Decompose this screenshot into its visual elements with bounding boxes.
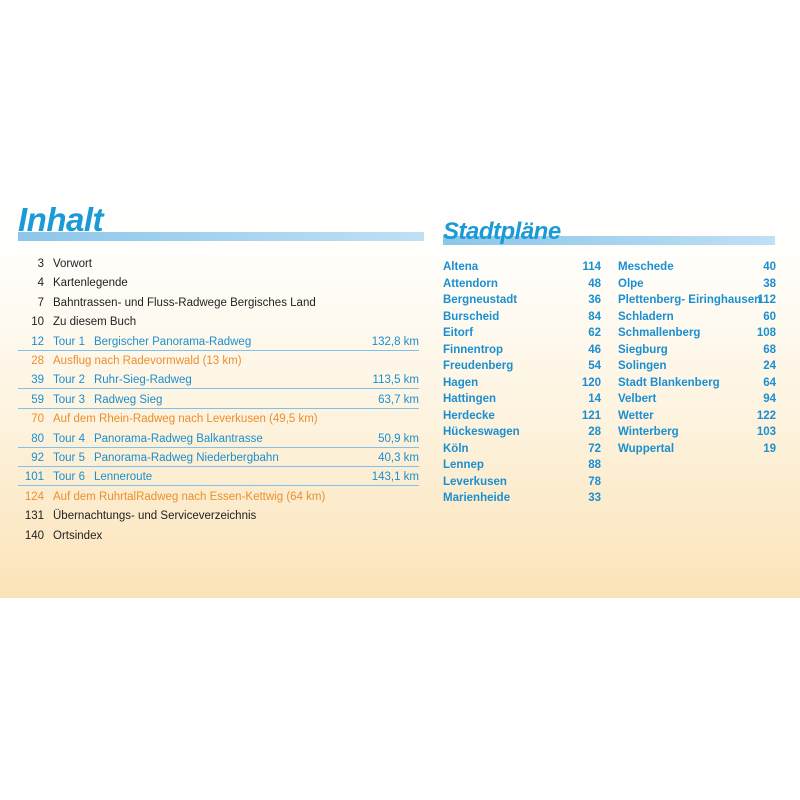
toc-page-number: 124 [24,490,44,503]
city-map-entry[interactable] [443,342,601,359]
toc-page-number: 140 [24,529,44,542]
city-map-entry[interactable] [618,292,776,309]
city-map-entry[interactable] [618,325,776,342]
city-map-entry[interactable] [618,391,776,408]
city-map-entry[interactable] [618,358,776,375]
city-page-number: 108 [756,327,776,339]
tour-label: Tour 1 [53,335,85,348]
city-page-number: 68 [763,343,776,356]
city-name: Hagen [443,376,479,389]
city-name: Velbert [618,393,657,405]
tour-name: Radweg Sieg [93,393,163,406]
city-page-number: 64 [763,376,776,389]
city-page-number: 114 [582,261,601,273]
toc-page-number: 101 [24,471,44,484]
city-map-entry[interactable] [443,391,601,408]
tour-underline [18,485,419,486]
city-name: Lennep [443,459,484,471]
city-page-number: 122 [756,409,776,422]
toc-entry-text [53,294,316,312]
city-page-number: 72 [588,442,601,455]
city-page-number: 14 [588,393,601,405]
toc-entry-text [53,313,136,331]
city-name: Meschede [618,261,674,273]
city-page-number: 78 [588,475,601,488]
city-name: Stadt Blankenberg [618,376,720,389]
city-name: Hattingen [443,393,497,405]
tour-distance: 63,7 km [378,393,419,406]
city-name: Olpe [618,277,644,290]
city-map-entry[interactable] [443,375,601,392]
tour-underline [18,408,419,409]
city-map-entry[interactable] [618,424,776,441]
toc-page-number: 131 [24,510,44,523]
city-page-number: 88 [588,459,601,471]
toc-entry-label: Auf dem RuhrtalRadweg nach Essen-Kettwig (64 km) [53,490,326,503]
toc-page-number: 59 [31,393,44,406]
city-map-entry[interactable] [443,408,601,425]
toc-entry-label: Kartenlegende [53,277,128,290]
city-map-entry[interactable] [618,375,776,392]
city-page-number: 54 [588,360,601,372]
toc-entry[interactable] [0,468,800,486]
tour-underline [18,447,419,448]
toc-entry[interactable] [0,507,800,525]
toc-entry-label: Ausflug nach Radevormwald (13 km) [53,355,242,367]
toc-page-number: 12 [31,335,44,348]
city-map-entry[interactable] [443,424,601,441]
tour-distance: 50,9 km [378,432,419,445]
city-name: Köln [443,442,469,455]
toc-entry-text [53,468,152,486]
city-page-number: 48 [588,277,601,290]
city-name: Altena [443,261,479,273]
inhalt-title: Inhalt [18,201,103,238]
city-map-entry[interactable] [443,276,601,293]
city-page-number: 60 [763,310,776,323]
toc-entry-text [53,391,162,409]
city-map-entry[interactable] [443,325,601,342]
city-map-entry[interactable] [443,259,601,276]
toc-entry-label: Vorwort [53,258,92,270]
tour-name: Panorama-Radweg Balkantrasse [93,432,263,445]
city-map-entry[interactable] [618,342,776,359]
city-map-entry[interactable] [443,490,601,507]
toc-page-number: 39 [31,374,44,387]
city-map-entry[interactable] [443,474,601,491]
tour-underline [18,350,419,351]
toc-entry-text [53,333,251,351]
city-page-number: 33 [588,492,601,504]
toc-page-number: 4 [37,277,44,290]
tour-distance: 113,5 km [372,374,419,387]
city-page-number: 62 [588,327,601,339]
city-name: Herdecke [443,409,495,422]
toc-entry-text [53,352,242,370]
city-name: Eitorf [443,327,474,339]
toc-page-number: 80 [31,432,44,445]
city-map-entry[interactable] [618,441,776,458]
tour-name: Panorama-Radweg Niederbergbahn [93,452,279,464]
city-name: Wetter [618,409,654,422]
toc-entry-text [53,255,92,273]
city-name: Freudenberg [443,360,514,372]
city-map-entry[interactable] [443,309,601,326]
toc-entry-label: Ortsindex [53,529,103,542]
city-page-number: 84 [588,310,601,323]
toc-entry-text [53,371,192,389]
toc-entry-text [53,430,263,448]
tour-distance: 40,3 km [378,452,419,464]
toc-entry-label: Zu diesem Buch [53,316,137,329]
city-name: Leverkusen [443,475,507,488]
city-name: Schladern [618,310,674,323]
city-page-number: 121 [581,409,601,422]
city-name: Schmallenberg [618,327,701,339]
toc-entry[interactable] [0,488,800,506]
city-page-number: 120 [581,376,601,389]
city-name: Winterberg [618,426,679,438]
city-page-number: 94 [763,393,776,405]
tour-distance: 132,8 km [371,335,419,348]
toc-entry-label: Auf dem Rhein-Radweg nach Leverkusen (49,5 km) [53,413,318,426]
tour-underline [18,388,419,389]
city-page-number: 19 [763,442,776,455]
toc-entry-text [53,488,325,506]
city-name: Siegburg [618,343,668,356]
city-name: Attendorn [443,277,498,290]
city-name: Burscheid [443,310,500,323]
toc-entry[interactable] [0,527,800,545]
city-page-number: 46 [588,343,601,356]
city-name: Hückeswagen [443,426,520,438]
toc-entry-label: Übernachtungs- und Serviceverzeichnis [53,510,257,523]
city-name: Marienheide [443,492,511,504]
tour-label: Tour 6 [53,471,85,484]
city-map-entry[interactable] [443,441,601,458]
city-name: Solingen [618,360,667,372]
tour-label: Tour 5 [53,452,85,464]
toc-page-number: 92 [31,452,44,464]
toc-entry-text [53,274,128,292]
city-name: Wuppertal [618,442,675,455]
city-map-entry[interactable] [443,457,601,474]
city-page-number: 24 [763,360,776,372]
stadtplaene-title: Stadtpläne [443,218,561,245]
city-page-number: 28 [588,426,601,438]
city-name: Finnentrop [443,343,504,356]
tour-name: Bergischer Panorama-Radweg [93,335,252,348]
tour-name: Ruhr-Sieg-Radweg [93,374,192,387]
city-page-number: 40 [763,261,776,273]
toc-entry-text [53,410,318,428]
city-name: Plettenberg- Eiringhausen [618,294,762,306]
city-map-entry[interactable] [618,259,776,276]
city-map-entry[interactable] [618,408,776,425]
tour-label: Tour 3 [53,393,85,406]
city-page-number: 36 [588,294,601,306]
toc-page-number: 3 [37,258,44,270]
city-map-entry[interactable] [618,276,776,293]
toc-entry-label: Bahntrassen- und Fluss-Radwege Bergisches Land [53,296,316,309]
city-page-number: 103 [756,426,776,438]
toc-entry-text [53,507,256,525]
tour-distance: 143,1 km [371,471,419,484]
toc-page-number: 10 [31,316,44,329]
city-map-entry[interactable] [443,358,601,375]
tour-label: Tour 2 [53,374,85,387]
toc-entry-text [53,449,279,467]
toc-page-number: 70 [31,413,44,426]
city-page-number: 112 [757,294,776,306]
tour-label: Tour 4 [53,432,85,445]
toc-page-number: 7 [37,296,44,309]
toc-entry-text [53,527,102,545]
toc-page-number: 28 [31,355,44,367]
city-name: Bergneustadt [443,294,518,306]
city-map-entry[interactable] [443,292,601,309]
tour-underline [18,466,419,467]
city-page-number: 38 [763,277,776,290]
city-map-entry[interactable] [618,309,776,326]
tour-name: Lenneroute [93,471,153,484]
